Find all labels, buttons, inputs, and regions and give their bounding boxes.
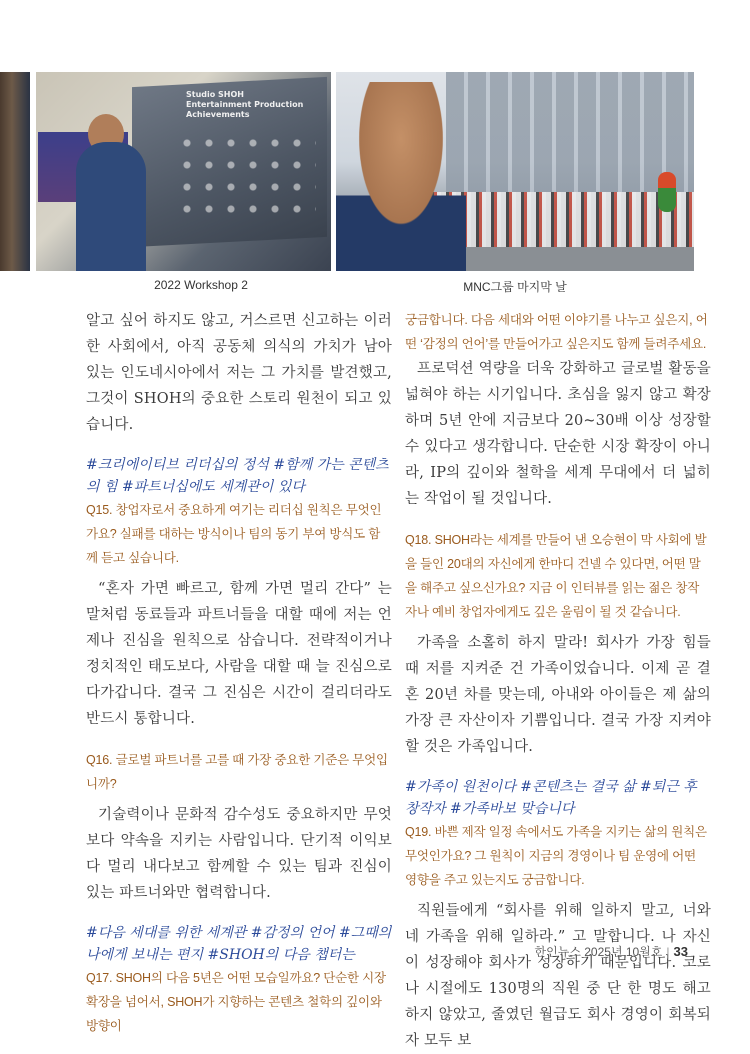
question-15: Q15. 창업자로서 중요하게 여기는 리더십 원칙은 무엇인가요? 실패를 대하는 방식이나 팀의 동기 부여 방식도 함께 듣고 싶습니다. <box>86 503 382 565</box>
question-19: Q19. 바쁜 제작 일정 속에서도 가족을 지키는 삶의 원칙은 무엇인가요? 그 원칙이 지금의 경영이나 팀 운영에 어떤 영향을 주고 있는지도 궁금합니다. <box>405 825 707 887</box>
workshop-caption: 2022 Workshop 2 <box>154 278 248 292</box>
footer-separator: | <box>666 945 670 959</box>
page-footer <box>535 943 688 960</box>
workshop-photo <box>36 72 331 271</box>
left-column <box>86 308 392 1038</box>
question-17: Q17. SHOH의 다음 5년은 어떤 모습일까요? 단순한 시장 확장을 넘어서, SHOH가 지향하는 콘텐츠 철학의 깊이와 방향이 <box>86 971 386 1033</box>
left-paragraph-3: 기술력이나 문화적 감수성도 중요하지만 무엇보다 약속을 지키는 사람입니다. 단기적 이익보다 멀리 내다보고 함께할 수 있는 팀과 진심이 있는 파트너와만 협력합니다. <box>86 807 392 901</box>
question-16: Q16. 글로벌 파트너를 고를 때 가장 중요한 기준은 무엇입니까? <box>86 753 388 791</box>
right-paragraph-1: 프로덕션 역량을 더욱 강화하고 글로벌 활동을 넓혀야 하는 시기입니다. 초심을 잃지 않고 확장하며 5년 안에 지금보다 20~30배 이상 성장할 수 있다고 생각합니다. 단순한 시장 확장이 아니라, IP의 깊이와 철학을 세계 무대에서 더 넓히는 작업이 될 것입니다. <box>405 361 711 507</box>
mnc-group-photo <box>336 72 694 271</box>
left-hashtags-1: #크리에이티브 리더십의 정석 #함께 가는 콘텐츠의 힘 #파트너십에도 세계관이 있다 <box>86 457 389 495</box>
left-hashtags-2: #다음 세대를 위한 세계관 #감정의 언어 #그때의 나에게 보내는 편지 #SHOH의 다음 챕터는 <box>86 925 392 963</box>
publication-name: 한인뉴스 2025년 10월호 <box>534 945 663 959</box>
question-17-continued: 궁금합니다. 다음 세대와 어떤 이야기를 나누고 싶은지, 어떤 ‘감정의 언어’를 만들어가고 싶은지도 함께 들려주세요. <box>405 313 708 351</box>
speaker <box>76 142 146 271</box>
selfie-person <box>336 82 466 271</box>
projection-screen-title: Studio SHOH Entertainment Production Achievements <box>186 90 304 119</box>
left-paragraph-1: 알고 싶어 하지도 않고, 거스르면 신고하는 이러한 사회에서, 아직 공동체 의식의 가치가 남아 있는 인도네시아에서 저는 그 가치를 발견했고, 그것이 SHOH의 중요한 스토리 원천이 되고 있습니다. <box>86 313 392 433</box>
right-paragraph-2: 가족을 소홀히 하지 말라! 회사가 가장 힘들 때 저를 지켜준 건 가족이었습니다. 이제 곧 결혼 20년 차를 맞는데, 아내와 아이들은 제 삶의 가장 큰 자산이자 기쁨입니다. 결국 가장 지켜야 할 것은 가족입니다. <box>405 635 711 755</box>
photo-left-edge <box>0 72 30 271</box>
question-18: Q18. SHOH라는 세계를 만들어 낸 오승현이 막 사회에 발을 들인 20대의 자신에게 한마디 건넬 수 있다면, 어떤 말을 해주고 싶으신가요? 지금 이 인터뷰를 읽는 젊은 창작자나 예비 창업자에게도 깊은 울림이 될 것 같습니다. <box>405 533 707 619</box>
mascot <box>658 172 676 212</box>
mnc-caption: MNC그룹 마지막 날 <box>463 280 567 294</box>
left-paragraph-2: “혼자 가면 빠르고, 함께 가면 멀리 간다” 는 말처럼 동료들과 파트너들을 대할 때에 저는 언제나 진심을 원칙으로 삼습니다. 전략적이거나 정치적인 태도보다, 사람을 대할 때 늘 진심으로 다가갑니다. 결국 그 진심은 시간이 걸리더라도 반드시 통합니다. <box>86 581 392 727</box>
building-facade <box>446 72 694 192</box>
projection-logos <box>176 132 316 222</box>
right-paragraph-3: 직원들에게 “회사를 위해 일하지 말고, 너와 네 가족을 위해 일하라.” 고 말합니다. 나 자신이 성장해야 회사가 성장하기 때문입니다. 코로나 시절에도 130명의 직원 중 단 한 명도 해고하지 않았고, 줄였던 월급도 회사 경영이 회복되자 모두 보 <box>405 903 711 1049</box>
right-hashtags: #가족이 원천이다 #콘텐츠는 결국 삶 #퇴근 후 창작자 #가족바보 맞습니다 <box>405 779 697 817</box>
group-crowd <box>426 192 694 252</box>
page-number: 33 <box>673 944 688 959</box>
